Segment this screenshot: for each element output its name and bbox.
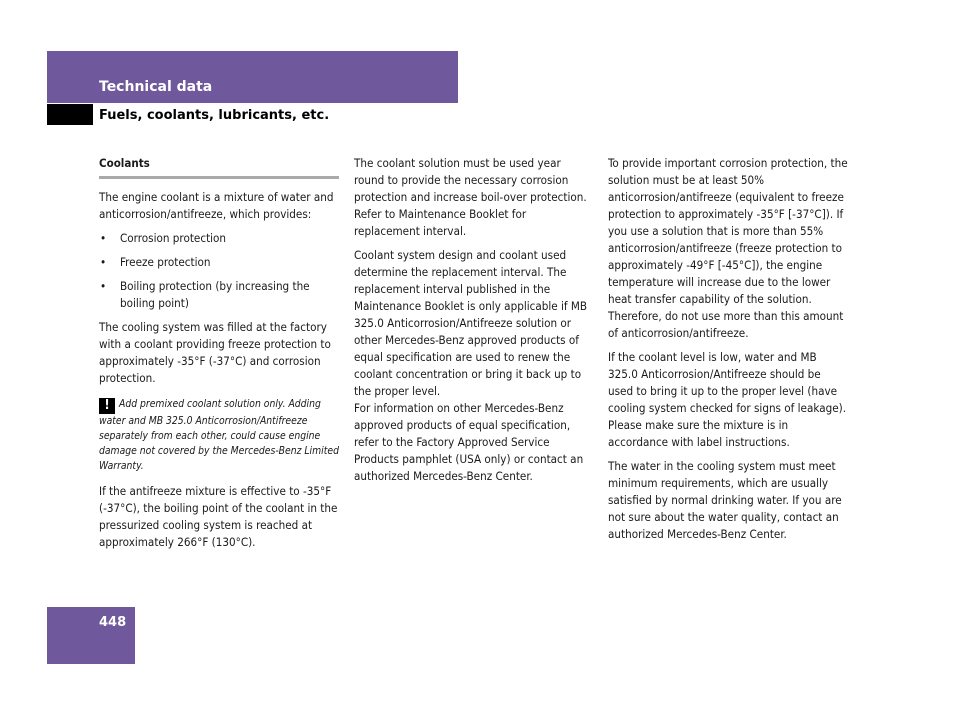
warning-icon: ! [99,398,115,414]
low-coolant-paragraph: If the coolant level is low, water and MB 325.0 Anticorrosion/Antifreeze should be used to bring it up to the proper level (have cooling system checked for signs of leakage). Please make sure the mixture is in accordance with label instructions. [608,350,847,449]
warning-note [99,397,339,474]
bullet-icon: • [100,255,107,269]
column-1 [99,155,339,558]
corrosion-protection-paragraph: To provide important corrosion protection, the solution must be at least 50% anticorrosion/antifreeze (equivalent to freeze protection to approximately -35°F [-37°C]). If you use a solution that is more than 55% anticorrosion/antifreeze (freeze protection to approximately -49°F [-45°C]), the engine temperature will increase due to the lower heat transfer capability of the solution. Therefore, do not use more than this amount of anticorrosion/antifreeze. [608,156,848,340]
header-band [47,51,458,103]
replacement-interval-paragraph: Coolant system design and coolant used determine the replacement interval. The replacement interval published in the Maintenance Booklet is only applicable if MB 325.0 Anticorrosion/Antifreeze solution or other Mercedes-Benz approved products of equal specification are used to renew the coolant concentration or bring it back up to the proper level. [354,248,588,398]
approved-products-paragraph: For information on other Mercedes-Benz approved products of equal specification, refer to the Factory Approved Service Products pamphlet (USA only) or contact an authorized Mercedes-Benz Center. [354,401,584,483]
bullet-icon: • [100,279,107,293]
year-round-paragraph: The coolant solution must be used year round to provide the necessary corrosion protection and increase boil-over protection. Refer to Maintenance Booklet for replacement interval. [354,156,587,238]
column-3 [608,155,848,550]
list-item: • Boiling protection (by increasing the boiling point) [100,279,310,310]
warning-text: Add premixed coolant solution only. Adding water and MB 325.0 Anticorrosion/Antifreeze separately from each other, could cause engine damage not covered by the Mercedes-Benz Limited Warranty. [99,398,339,472]
boiling-point-paragraph: If the antifreeze mixture is effective to -35°F (-37°C), the boiling point of the coolant in the pressurized cooling system is reached at approximately 266°F (130°C). [99,484,338,549]
column-2 [354,155,594,492]
page-number: 448 [99,615,127,630]
list-item: • Corrosion protection [100,231,227,245]
bullet-icon: • [100,231,107,245]
intro-paragraph: The engine coolant is a mixture of water and anticorrosion/antifreeze, which provides: [99,190,334,221]
water-quality-paragraph: The water in the cooling system must meet minimum requirements, which are usually satisfied by normal drinking water. If you are not sure about the water quality, contact an authorized Mercedes-Benz Center. [608,459,842,541]
list-item: • Freeze protection [100,255,211,269]
factory-fill-paragraph: The cooling system was filled at the factory with a coolant providing freeze protection to approximately -35°F (-37°C) and corrosion protection. [99,320,331,385]
page-title: Technical data [99,79,213,95]
bullet-list [99,230,339,312]
section-heading: Coolants [99,155,339,179]
section-marker [47,104,93,125]
page-subtitle: Fuels, coolants, lubricants, etc. [99,108,330,123]
